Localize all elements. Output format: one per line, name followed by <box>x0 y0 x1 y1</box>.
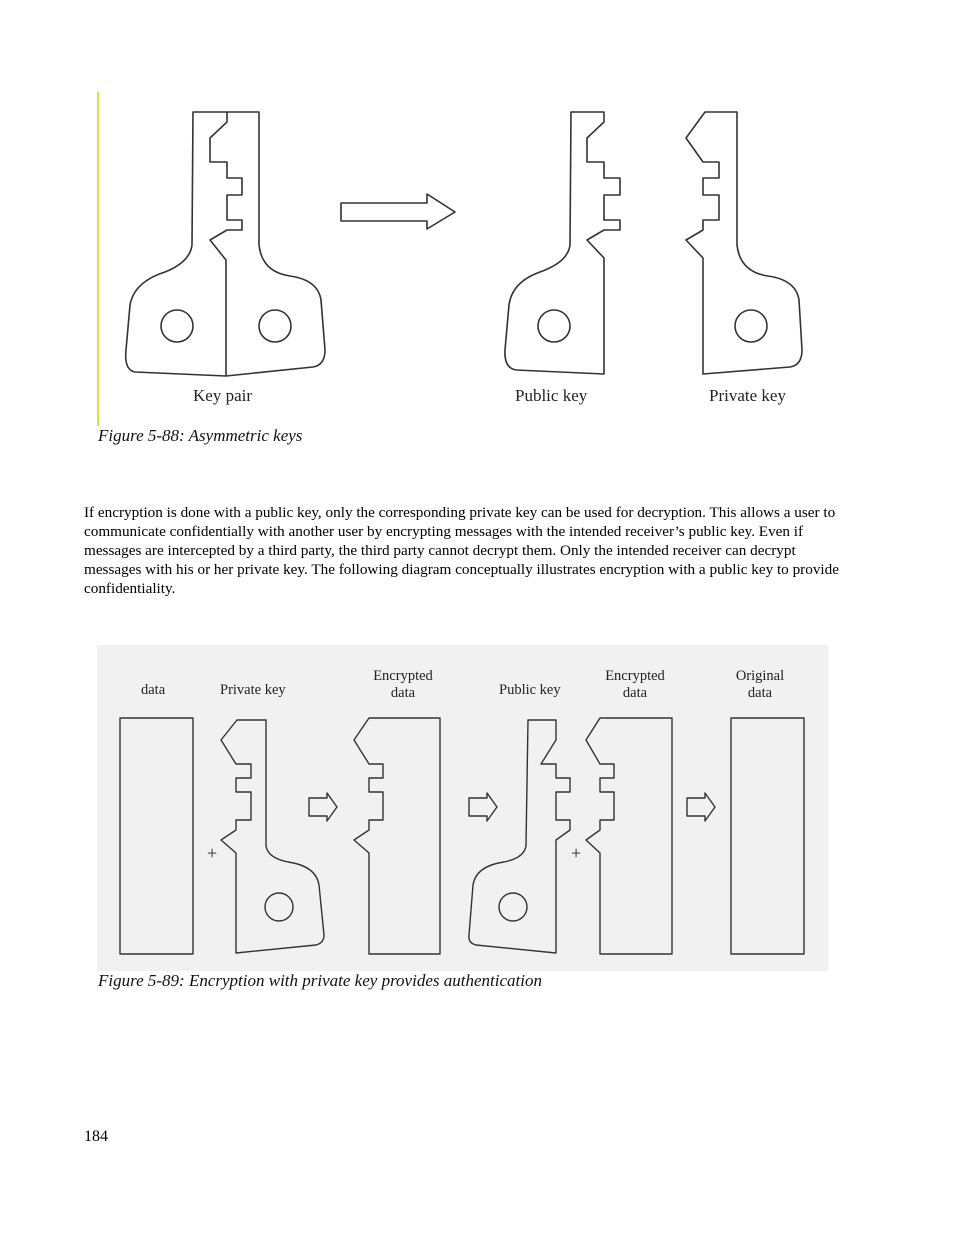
original-data-label-line1: Original <box>735 668 785 684</box>
private-key-icon <box>686 112 802 374</box>
data-block <box>120 718 193 954</box>
arrow-icon-3 <box>687 793 715 821</box>
public-key-label: Public key <box>515 386 588 405</box>
encryption-diagram <box>97 645 828 971</box>
asymmetric-keys-figure <box>100 92 840 422</box>
figure-5-89-caption: Figure 5-89: Encryption with private key provides authentication <box>98 971 542 990</box>
body-paragraph <box>84 503 844 598</box>
encrypted-block-2 <box>586 718 672 954</box>
figure-5-88-caption: Figure 5-88: Asymmetric keys <box>98 426 303 445</box>
encryption-flow-drawing <box>97 645 828 971</box>
arrow-icon-2 <box>469 793 497 821</box>
private-key-label-2: Private key <box>220 682 286 698</box>
encrypted-block-1 <box>354 718 440 954</box>
public-key-icon <box>505 112 620 374</box>
arrow-icon <box>341 194 455 229</box>
arrow-icon-1 <box>309 793 337 821</box>
page-number: 184 <box>84 1128 108 1145</box>
paragraph-text: If encryption is done with a public key, only the corresponding private key can be used for decryption. This allows a user to communicate confidentially with another user by encrypting messages with the intended receiver’s public key. Even if messages are intercepted by a third party, the third party cannot decrypt them. Only the intended receiver can decrypt messages with his or her private key. The following diagram conceptually illustrates encryption with a public key to provide confidentiality. <box>84 504 839 597</box>
data-label: data <box>141 682 166 698</box>
original-data-block <box>731 718 804 954</box>
plus-sign-2: + <box>571 843 582 863</box>
encrypted-data-label-1-line1: Encrypted <box>373 668 433 684</box>
key-pair-label: Key pair <box>193 386 253 405</box>
encrypted-data-label-2-line2: data <box>622 685 648 701</box>
plus-sign-1: + <box>207 843 218 863</box>
public-key-icon-2 <box>469 720 570 953</box>
private-key-label: Private key <box>709 386 786 405</box>
encrypted-data-label-1-line2: data <box>390 685 416 701</box>
original-data-label-line2: data <box>747 685 773 701</box>
margin-change-bar <box>97 92 99 426</box>
private-key-icon-2 <box>221 720 324 953</box>
encrypted-data-label-2-line1: Encrypted <box>605 668 665 684</box>
public-key-label-2: Public key <box>499 682 561 698</box>
